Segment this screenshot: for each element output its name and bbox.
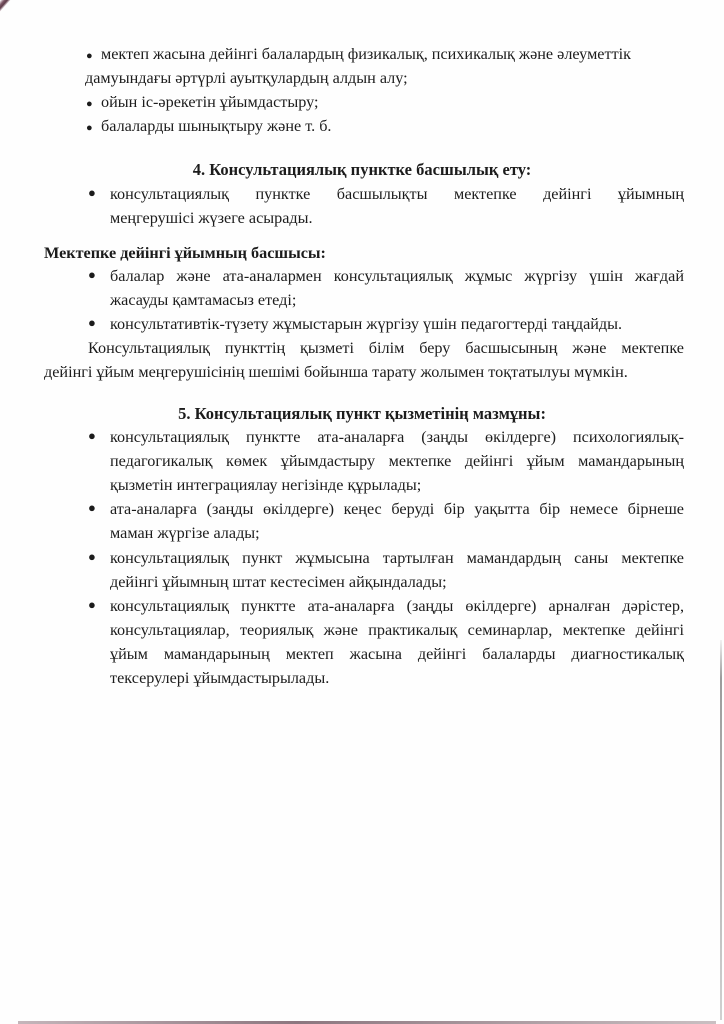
bullet-icon: ● bbox=[88, 428, 96, 443]
list-item-line: қызметін интеграциялау негізінде құрылады; bbox=[110, 476, 422, 494]
paragraph-line: Консультациялық пункттің қызметі білім беру басшысының және мектепке bbox=[88, 339, 684, 357]
list-item-line: жасауды қамтамасыз етеді; bbox=[110, 291, 297, 309]
list-item-line: ата-аналарға (заңды өкілдерге) кеңес беруді бір уақытта бір немесе бірнеше bbox=[110, 500, 684, 518]
section-5-title: 5. Консультациялық пункт қызметінің мазмұны: bbox=[178, 404, 546, 423]
head-block-title: Мектепке дейінгі ұйымның басшысы: bbox=[44, 244, 326, 262]
list-item-line: меңгерушісі жүзеге асырады. bbox=[110, 209, 313, 227]
bullet-icon: ● bbox=[88, 315, 96, 330]
list-item-line: педагогикалық көмек ұйымдастыру мектепке дейінгі ұйым мамандарының bbox=[110, 452, 684, 470]
list-item-line: дейінгі ұйымның штат кестесімен айқындалады; bbox=[110, 573, 447, 591]
bullet-icon: ● bbox=[88, 597, 96, 612]
list-item-line: консультациялық пунктте ата-аналарға (заңды өкілдерге) арналған дәрістер, bbox=[110, 597, 684, 615]
bullet-icon: ● bbox=[88, 267, 96, 282]
list-item-line: консультациялық пунктте ата-аналарға (заңды өкілдерге) психологиялық- bbox=[110, 428, 684, 446]
list-item-line: ойын іс-әрекетін ұйымдастыру; bbox=[101, 93, 319, 111]
list-item-line: консультациялық пункт жұмысына тартылған мамандардың саны мектепке bbox=[110, 549, 684, 567]
list-item-line: тексерулері ұйымдастырылады. bbox=[110, 669, 330, 687]
bullet-icon: ● bbox=[88, 185, 96, 200]
list-item-line: маман жүргізе алады; bbox=[110, 524, 260, 542]
scan-right-edge bbox=[720, 640, 722, 1020]
bullet-icon: ● bbox=[88, 500, 96, 515]
bullet-icon: ● bbox=[86, 98, 93, 110]
list-item-line: консультативтік-түзету жұмыстарын жүргізу үшін педагогтерді таңдайды. bbox=[110, 315, 623, 333]
bullet-icon: ● bbox=[88, 549, 96, 564]
list-item-line: консультациялар, теориялық және практикалық семинарлар, мектепке дейінгі bbox=[110, 621, 684, 639]
section-4-title: 4. Консультациялық пунктке басшылық ету: bbox=[192, 160, 532, 179]
list-item-line: балалар және ата-аналармен консультациялық жұмыс жүргізу үшін жағдай bbox=[110, 267, 684, 285]
bullet-icon: ● bbox=[86, 50, 93, 62]
list-item-line: консультациялық пунктке басшылықты мектепке дейінгі ұйымның bbox=[110, 185, 684, 203]
paragraph-line: дейінгі ұйым меңгерушісінің шешімі бойынша тарату жолымен тоқтатылуы мүмкін. bbox=[44, 363, 628, 381]
bullet-icon: ● bbox=[86, 122, 93, 134]
list-item-line: ұйым мамандарының мектеп жасына дейінгі балаларды диагностикалық bbox=[110, 645, 684, 663]
list-item-line: мектеп жасына дейінгі балалардың физикалық, психикалық және әлеуметтік bbox=[101, 45, 632, 63]
list-item-line: балаларды шынықтыру және т. б. bbox=[101, 117, 332, 135]
scan-corner-mark bbox=[0, 0, 80, 40]
list-item-line: дамуындағы әртүрлі ауытқулардың алдын алу; bbox=[85, 69, 408, 87]
